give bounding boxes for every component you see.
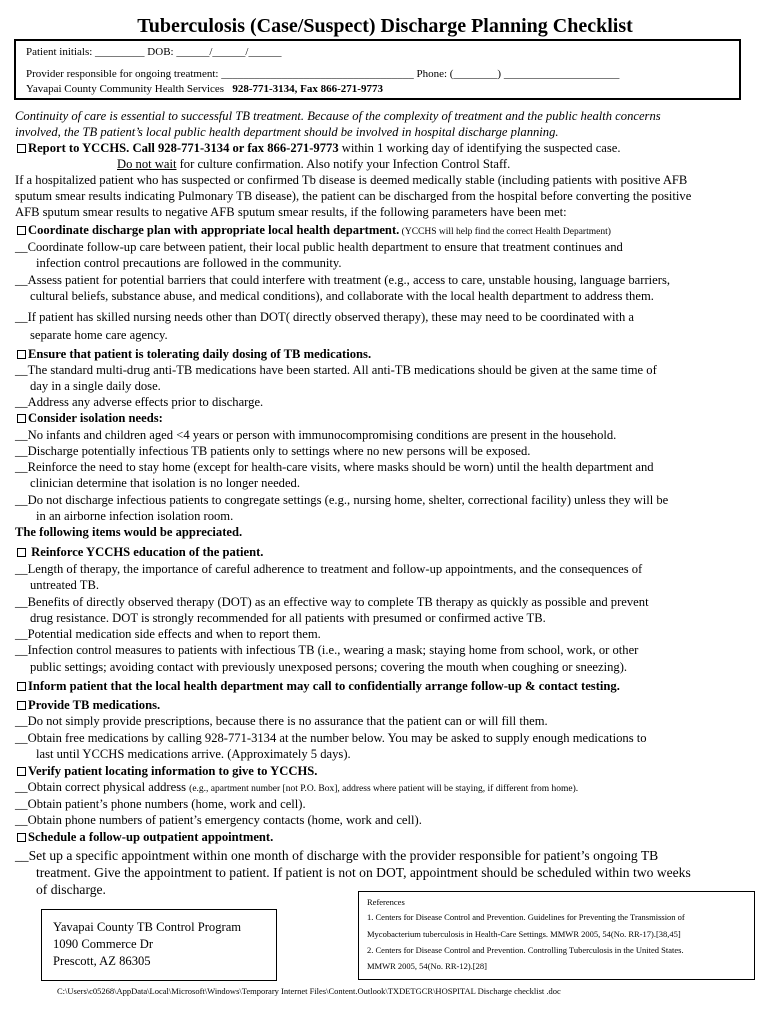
section-verify-head: Verify patient locating information to give to YCCHS. (17, 763, 317, 779)
para-line-1: If a hospitalized patient who has suspected or confirmed Tb disease is deemed medically stable (including patients with positive AFB (15, 173, 688, 187)
list-item[interactable]: __Benefits of directly observed therapy (DOT) as an effective way to complete TB therapy as quickly as possible and prevent (15, 595, 649, 609)
reference-1b: Mycobacterium tuberculosis in Health-Care Settings. MMWR 2005, 54(No. RR-17).[38,45] (367, 929, 681, 939)
do-not-wait-rest: for culture confirmation. Also notify your Infection Control Staff. (176, 157, 511, 171)
tolerating-checkbox[interactable] (17, 350, 26, 359)
list-item[interactable]: __Length of therapy, the importance of careful adherence to treatment and follow-up appointments, and the consequences of (15, 562, 643, 576)
section-isolation-head: Consider isolation needs: (17, 410, 163, 426)
report-checkbox[interactable] (17, 144, 26, 153)
yccs-name: Yavapai County Community Health Services (26, 83, 225, 95)
list-item[interactable]: __Set up a specific appointment within one month of discharge with the provider responsible for patient’s ongoing TB (15, 848, 659, 863)
section-inform-head: Inform patient that the local health department may call to confidentially arrange follow-up & contact testing. (17, 678, 620, 694)
yccs-contact-line (26, 82, 383, 96)
list-item[interactable]: __No infants and children aged <4 years or person with immunocompromising conditions are present in the household. (15, 428, 617, 442)
isolation-checkbox[interactable] (17, 414, 26, 423)
section-tolerating-head: Ensure that patient is tolerating daily dosing of TB medications. (17, 346, 371, 362)
report-bold: Report to YCCHS. Call 928-771-3134 or fax 866-271-9773 (28, 141, 339, 155)
provider-phone-line[interactable]: Provider responsible for ongoing treatment: ___________________________________ Phone: (________) _____________________ (26, 68, 620, 80)
yccs-phone: 928-771-3134, Fax 866-271-9773 (232, 83, 383, 95)
verify-checkbox[interactable] (17, 767, 26, 776)
do-not-wait-line (117, 156, 510, 172)
appreciated-heading: The following items would be appreciated. (15, 525, 243, 539)
list-item[interactable]: __Discharge potentially infectious TB patients only to settings where no new persons will be exposed. (15, 444, 531, 458)
list-item[interactable]: __Obtain patient’s phone numbers (home, work and cell). (15, 797, 306, 811)
section-schedule-head: Schedule a follow-up outpatient appointment. (17, 829, 273, 845)
page-title: Tuberculosis (Case/Suspect) Discharge Planning Checklist (137, 15, 633, 37)
list-item-cont: drug resistance. DOT is strongly recommended for all patients with presumed or confirmed active TB. (30, 611, 546, 625)
section-coordinate-head: Coordinate discharge plan with appropriate local health department. (YCCHS will help find the correct Health Department) (17, 222, 611, 239)
section-medications-head: Provide TB medications. (17, 697, 160, 713)
reference-1a: 1. Centers for Disease Control and Prevention. Guidelines for Preventing the Transmission of (367, 912, 685, 922)
education-checkbox[interactable] (17, 548, 26, 557)
medications-checkbox[interactable] (17, 701, 26, 710)
list-item[interactable]: __Do not simply provide prescriptions, because there is no assurance that the patient can or will fill them. (15, 714, 548, 728)
list-item-cont: clinician determine that isolation is no longer needed. (30, 476, 300, 490)
address-line-1: Yavapai County TB Control Program (53, 920, 242, 934)
list-item-cont: cultural beliefs, substance abuse, and medical conditions), and collaborate with the local health department to address them. (30, 289, 654, 303)
list-item-cont: untreated TB. (30, 578, 100, 592)
list-item[interactable]: __Obtain phone numbers of patient’s emergency contacts (home, work and cell). (15, 813, 422, 827)
list-item[interactable]: __Obtain correct physical address (e.g., apartment number [not P.O. Box], address where patient will be staying, if different from home). (15, 780, 579, 794)
list-item-cont: treatment. Give the appointment to patient. If patient is not on DOT, appointment should be scheduled within two weeks (36, 865, 691, 880)
address-line-3: Prescott, AZ 86305 (53, 954, 151, 968)
inform-checkbox[interactable] (17, 682, 26, 691)
section-education-head: Reinforce YCCHS education of the patient. (17, 544, 263, 560)
list-item-cont: infection control precautions are followed in the community. (36, 256, 342, 270)
list-item[interactable]: __Assess patient for potential barriers that could interfere with treatment (e.g., access to care, unstable housing, language barriers, (15, 273, 670, 287)
report-line (17, 140, 621, 156)
report-rest: within 1 working day of identifying the suspected case. (338, 141, 621, 155)
reference-2b: MMWR 2005, 54(No. RR-12).[28] (367, 961, 487, 971)
list-item[interactable]: __Infection control measures to patients with infectious TB (i.e., wearing a mask; staying home from school, work, or other (15, 643, 639, 657)
reference-2a: 2. Centers for Disease Control and Prevention. Controlling Tuberculosis in the United States. (367, 945, 684, 955)
coordinate-checkbox[interactable] (17, 226, 26, 235)
list-item-cont: public settings; avoiding contact with previously unexposed persons; covering the mouth when coughing or sneezing). (30, 660, 628, 674)
patient-initials-dob-line[interactable]: Patient initials: _________ DOB: ______/______/______ (26, 46, 282, 58)
list-item-cont: in an airborne infection isolation room. (36, 509, 234, 523)
list-item-cont: day in a single daily dose. (30, 379, 161, 393)
references-label: References (367, 897, 405, 907)
list-item[interactable]: __Address any adverse effects prior to discharge. (15, 395, 264, 409)
intro-line-2: involved, the TB patient’s local public health department should be involved in hospital discharge planning. (15, 125, 559, 139)
schedule-checkbox[interactable] (17, 833, 26, 842)
para-line-2: sputum smear results indicating Pulmonary TB disease), the patient can be discharged from the hospital before converting the positive (15, 189, 692, 203)
address-line-2: 1090 Commerce Dr (53, 937, 154, 951)
list-item-cont: separate home care agency. (30, 328, 168, 342)
list-item-cont: last until YCCHS medications arrive. (Approximately 5 days). (36, 747, 351, 761)
list-item[interactable]: __The standard multi-drug anti-TB medications have been started. All anti-TB medications should be given at the same time of (15, 363, 657, 377)
list-item[interactable]: __Potential medication side effects and when to report them. (15, 627, 321, 641)
intro-line-1: Continuity of care is essential to successful TB treatment. Because of the complexity of treatment and the public health concerns (15, 109, 661, 123)
list-item-cont: of discharge. (36, 882, 106, 897)
para-line-3: AFB sputum smear results to negative AFB sputum smear results, if the following parameters have been met: (15, 205, 567, 219)
list-item[interactable]: __Coordinate follow-up care between patient, their local public health department to ensure that treatment continues and (15, 240, 623, 254)
list-item[interactable]: __Reinforce the need to stay home (except for health-care visits, where masks should be worn) until the health department and (15, 460, 654, 474)
do-not-wait: Do not wait (117, 157, 177, 171)
footer-file-path: C:\Users\c05268\AppData\Local\Microsoft\Windows\Temporary Internet Files\Content.Outlook\TXDETGCR\HOSPITAL Discharge checklist .doc (57, 986, 561, 996)
list-item[interactable]: __Obtain free medications by calling 928-771-3134 at the number below. You may be asked to supply enough medications to (15, 731, 647, 745)
list-item[interactable]: __If patient has skilled nursing needs other than DOT( directly observed therapy), these may need to be coordinated with a (15, 310, 634, 324)
list-item[interactable]: __Do not discharge infectious patients to congregate settings (e.g., nursing home, shelter, correctional facility) unless they will be (15, 493, 669, 507)
